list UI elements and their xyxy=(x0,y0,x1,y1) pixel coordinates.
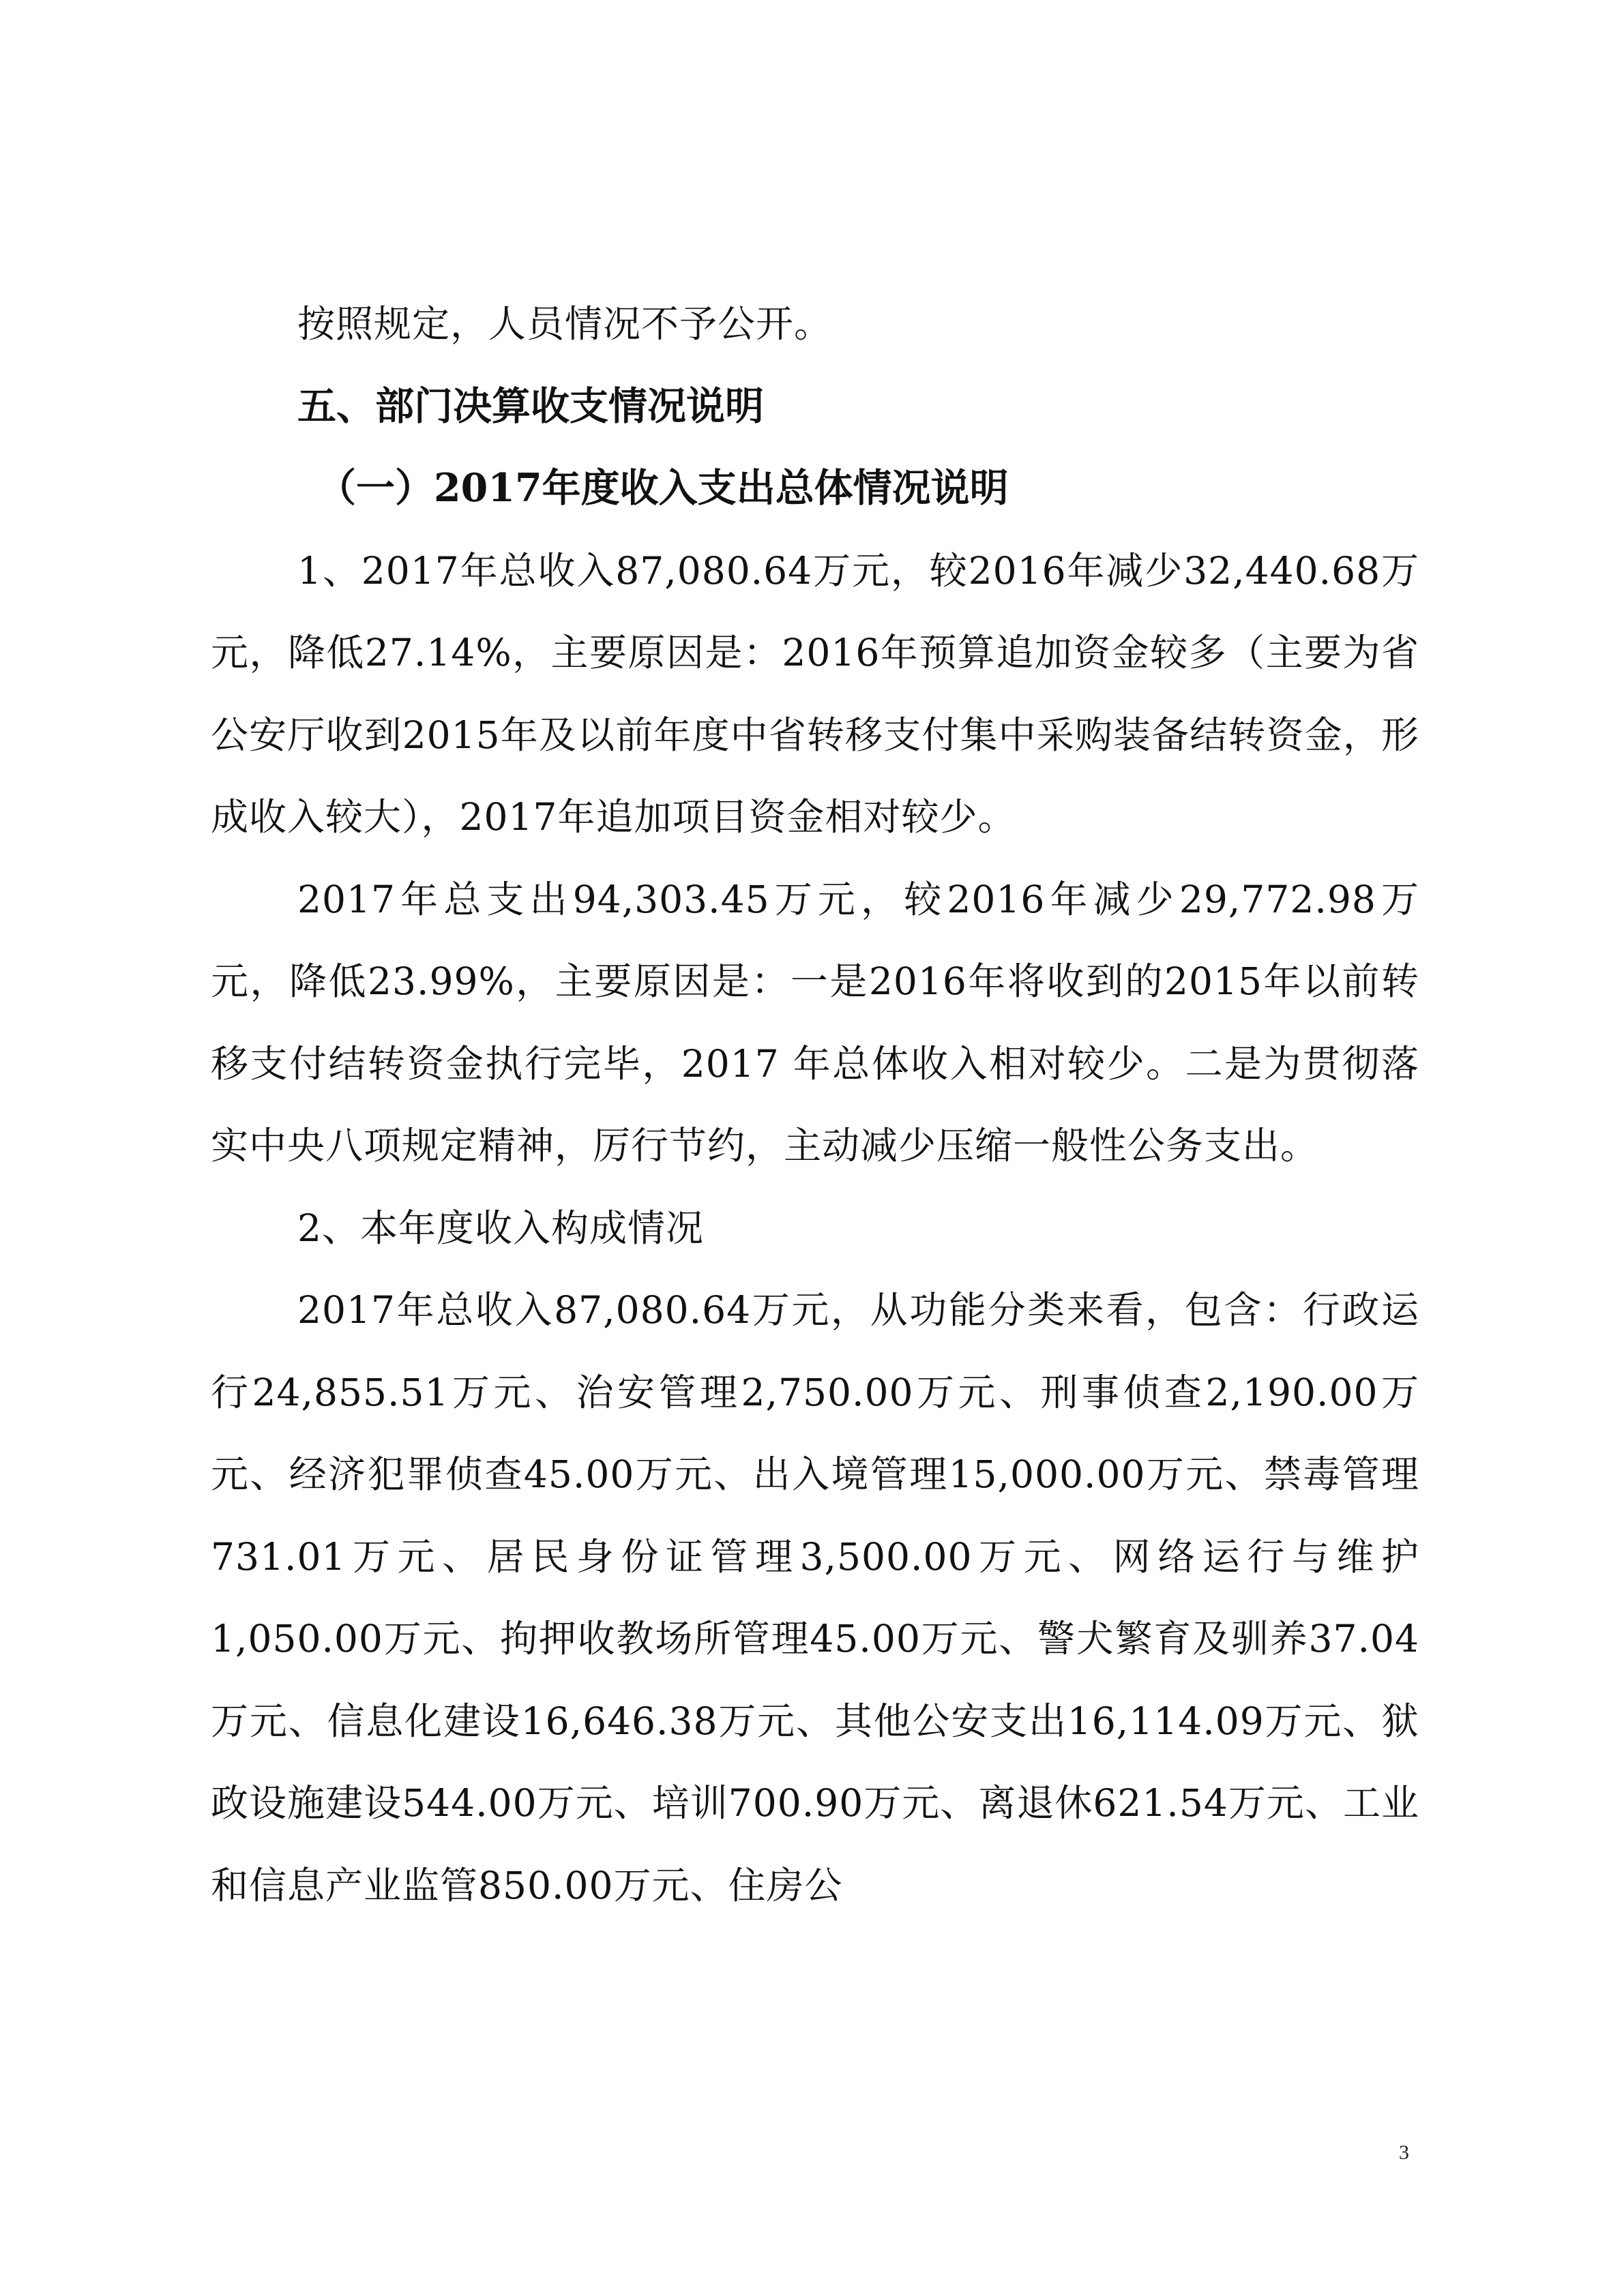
paragraph-income-composition-title: 2、本年度收入构成情况 xyxy=(297,1206,704,1250)
page-number: 3 xyxy=(1399,2141,1409,2164)
paragraph-income-composition: 2017年总收入87,080.64万元，从功能分类来看，包含：行政运行24,855.51万元、治安管理2,750.00万元、刑事侦查2,190.00万元、经济犯罪侦查45.00万元、出入境管理15,000.00万元、禁毒管理731.01万元、居民身份证管理3,500.00万元、网络运行与维护1,050.00万元、拘押收教场所管理45.00万元、警犬繁育及驯养37.04万元、信息化建设16,646.38万元、其他公安支出16,114.09万元、狱政设施建设544.00万元、培训700.90万元、离退休621.54万元、工业和信息产业监管850.00万元、住房公 xyxy=(211,1288,1419,1907)
document-body xyxy=(211,283,1419,1926)
subsection-heading: （一）2017年度收入支出总体情况说明 xyxy=(317,465,1009,511)
paragraph-personnel-note: 按照规定，人员情况不予公开。 xyxy=(297,302,833,346)
section-heading: 五、部门决算收支情况说明 xyxy=(297,383,764,429)
paragraph-total-income: 1、2017年总收入87,080.64万元，较2016年减少32,440.68万元，降低27.14%，主要原因是：2016年预算追加资金较多（主要为省公安厅收到2015年及以前年度中省转移支付集中采购装备结转资金，形成收入较大），2017年追加项目资金相对较少。 xyxy=(211,548,1419,839)
paragraph-total-expenditure: 2017年总支出94,303.45万元，较2016年减少29,772.98万元，降低23.99%，主要原因是：一是2016年将收到的2015年以前转移支付结转资金执行完毕，2017 年总体收入相对较少。二是为贯彻落实中央八项规定精神，厉行节约，主动减少压缩一般性公务支出。 xyxy=(211,877,1419,1167)
